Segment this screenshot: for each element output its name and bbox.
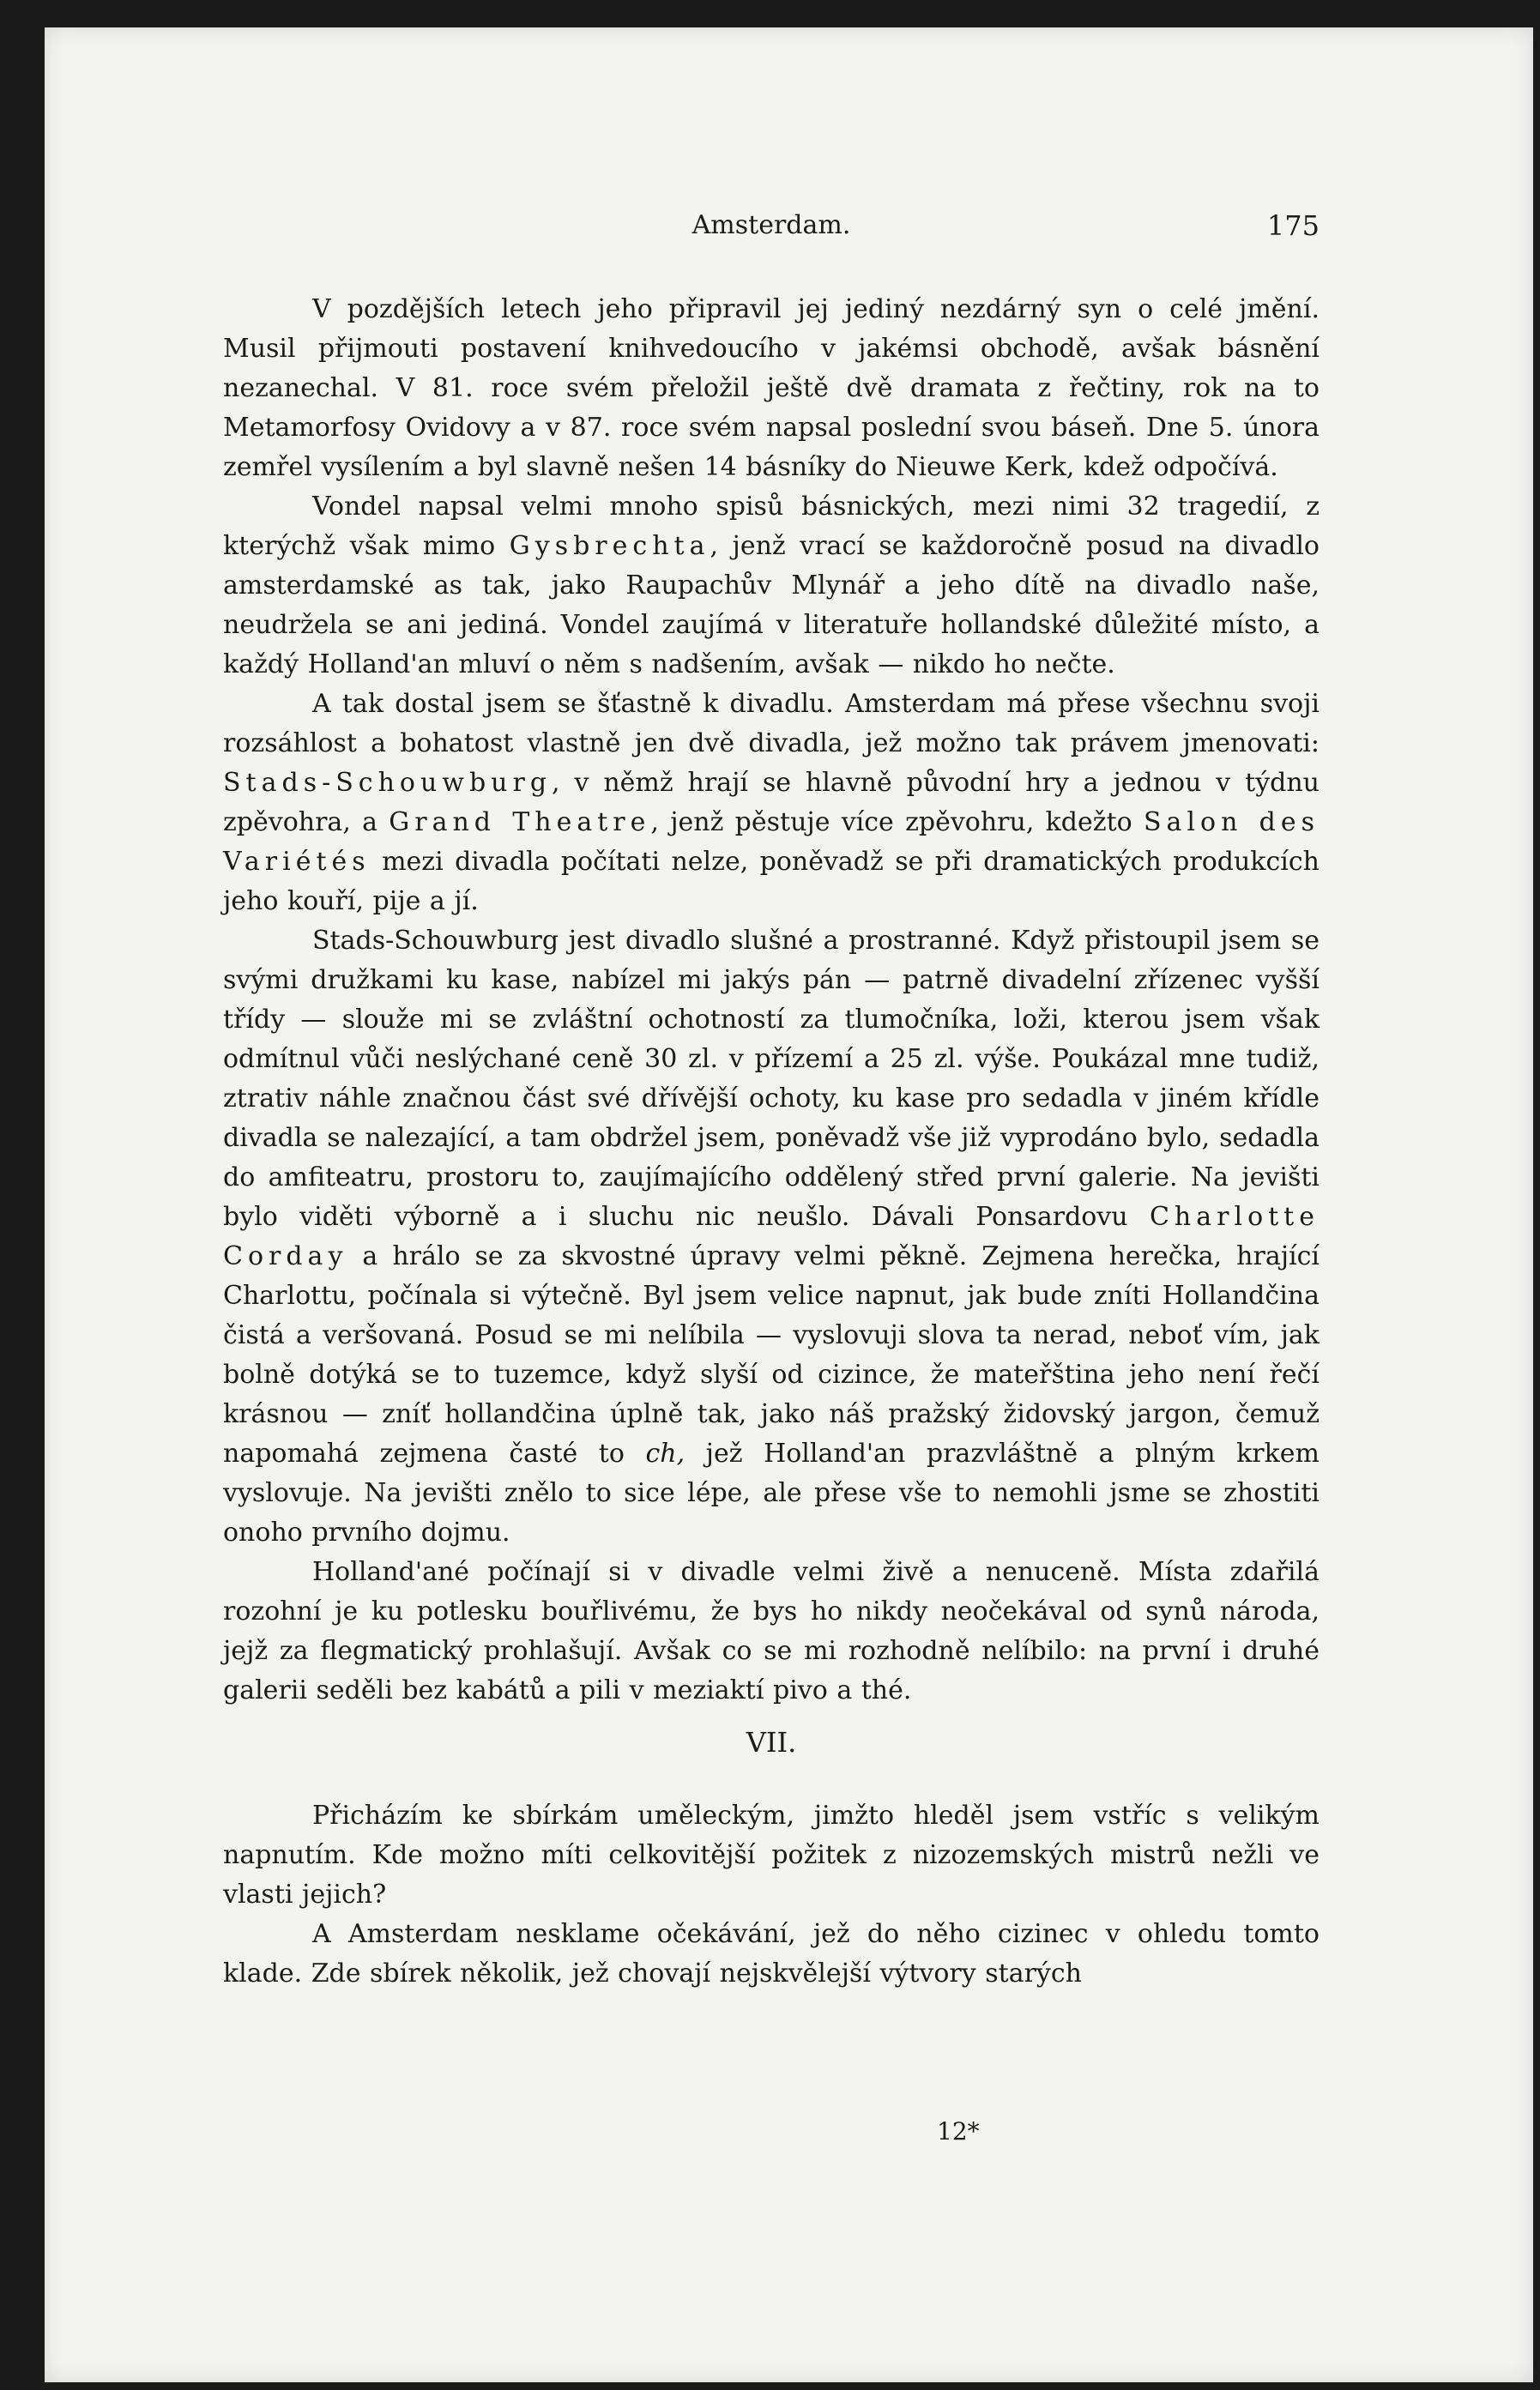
paragraph-7: A Amsterdam nesklame očekávání, jež do něho cizinec v ohledu tomto klade. Zde sbírek několik, jež chovají nejskvělejší výtvory starých <box>223 1919 1320 1989</box>
paragraph-4-part-2: a hrálo se za skvostné úpravy velmi pěkně. Zejmena herečka, hrající Charlottu, počínala si výtečně. Byl jsem velice napnut, jak bude zníti Hollandčina čistá a veršovaná. Posud se mi nelíbila — vyslovuji slova ta nerad, neboť vím, jak bolně dotýká se to tuzemce, když slyší od cizince, že mateřština jeho není řečí krásnou — zníť hollandčina úplně tak, jako náš pražský židovský jargon, čemuž napomahá zejmena časté to <box>223 1241 1320 1469</box>
work-title-gysbrechta: Gysbrechta <box>509 531 710 561</box>
book-page <box>45 27 1533 2382</box>
theatre-name-grand-theatre: Grand Theatre <box>389 807 651 837</box>
paragraph-2 <box>223 487 1320 685</box>
italic-ch: ch, <box>645 1439 685 1469</box>
running-title: Amsterdam. <box>691 210 851 240</box>
signature-mark: 12* <box>937 2117 980 2146</box>
paragraph-4 <box>223 921 1320 1553</box>
paragraph-6: Přicházím ke sbírkám uměleckým, jimžto hleděl jsem vstříc s velikým napnutím. Kde možno míti celkovitější požitek z nizozemských mistrů nežli ve vlasti jejich? <box>223 1801 1320 1910</box>
theatre-name-salon-des-varietes: Salon des Variétés <box>223 807 1320 877</box>
paragraph-2-part-2: , jenž vrací se každoročně posud na divadlo amsterdamské as tak, jako Raupachův Mlynář a jeho dítě na divadlo naše, neudržela se ani jediná. Vondel zaujímá v literatuře hollandské důležité místo, a každý Holland'an mluví o něm s nadšením, avšak — nikdo ho nečte. <box>223 531 1320 679</box>
section-heading: VII. <box>746 1726 797 1759</box>
paragraph-4-part-3: jež Holland'an prazvláštně a plným krkem vyslovuje. Na jevišti znělo to sice lépe, ale přese vše to nemohli jsme se zhostiti onoho prvního dojmu. <box>223 1439 1320 1548</box>
play-title-charlotte-corday: Charlotte Corday <box>223 1202 1320 1271</box>
paragraph-2-part-1: Vondel napsal velmi mnoho spisů básnických, mezi nimi 32 tragedií, z kterýchž však mimo <box>223 492 1320 561</box>
paragraph-3-part-1: A tak dostal jsem se šťastně k divadlu. Amsterdam má přese všechnu svoji rozsáhlost a bohatost vlastně jen dvě divadla, jež možno tak právem jmenovati: <box>223 689 1320 758</box>
paragraph-3-part-4: mezi divadla počítati nelze, poněvadž se při dramatických produkcích jeho kouří, pije a jí. <box>223 847 1320 916</box>
text-block <box>223 206 1320 1994</box>
paragraph-3-part-3: , jenž pěstuje více zpěvohru, kdežto <box>650 807 1132 837</box>
paragraph-5: Holland'ané počínají si v divadle velmi živě a nenuceně. Místa zdařilá rozohní je ku potlesku bouřlivému, že bys ho nikdy neočekával od synů národa, jejž za flegmatický prohlašují. Avšak co se mi rozhodně nelíbilo: na první i druhé galerii seděli bez kabátů a pili v meziaktí pivo a thé. <box>223 1557 1320 1705</box>
paragraph-1: V pozdějších letech jeho připravil jej jediný nezdárný syn o celé jmění. Musil přijmouti postavení knihvedoucího v jakémsi obchodě, avšak básnění nezanechal. V 81. roce svém přeložil ještě dvě dramata z řečtiny, rok na to Metamorfosy Ovidovy a v 87. roce svém napsal poslední svou báseň. Dne 5. února zemřel vysílením a byl slavně nešen 14 básníky do Nieuwe Kerk, kdež odpočívá. <box>223 294 1320 482</box>
paragraph-3-part-2: , v němž hrají se hlavně původní hry a jednou v týdnu zpěvohra, a <box>223 768 1320 837</box>
paragraph-3 <box>223 685 1320 921</box>
paragraph-4-part-1: Stads-Schouwburg jest divadlo slušné a prostranné. Když přistoupil jsem se svými družkami ku kase, nabízel mi jakýs pán — patrně divadelní zřízenec vyšší třídy — slouže mi se zvláštní ochotností za tlumočníka, loži, kterou jsem však odmítnul vůči neslýchané ceně 30 zl. v přízemí a 25 zl. výše. Poukázal mne tudiž, ztrativ náhle značnou část své dřívější ochoty, ku kase pro sedadla v jiném křídle divadla se nalezající, a tam obdržel jsem, poněvadž vše již vyprodáno bylo, sedadla do amfiteatru, prostoru to, zaujímajícího oddělený střed první galerie. Na jevišti bylo viděti výborně a i sluchu nic neušlo. Dávali Ponsardovu <box>223 926 1320 1232</box>
page-header <box>223 206 1320 245</box>
page-number: 175 <box>1266 209 1320 242</box>
theatre-name-stads-schouwburg: Stads-Schouwburg <box>223 768 553 798</box>
